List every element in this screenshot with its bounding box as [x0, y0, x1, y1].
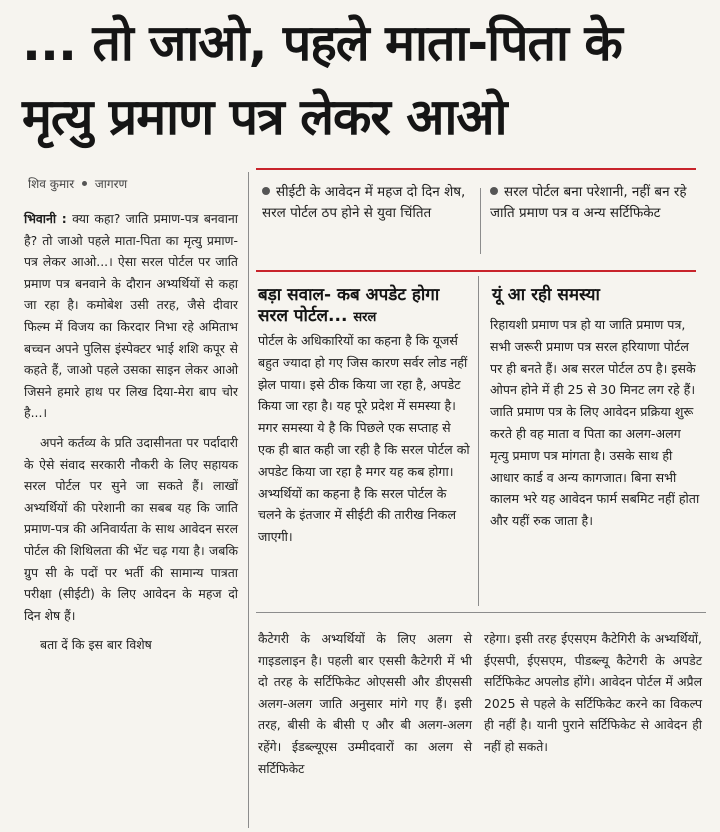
paragraph-2: अपने कर्तव्य के प्रति उदासीनता पर पर्दादारी के ऐसे संवाद सरकारी नौकरी के लिए सहायक सरल पोर्टल पर सुने जा सकते हैं। लाखों अभ्यर्थियों की परेशानी का सबब यह कि जाति प्रमाण-पत्र की अनिवार्यता के साथ आवेदन सरल पोर्टल की शिथिलता की भेंट चढ़ गया है। जबकि ग्रुप सी के पदों पर भर्ती की सामान्य पात्रता परीक्षा (सीईटी) के लिए आवेदन के महज दो दिन शेष हैं।: [24, 434, 238, 623]
author-name: शिव कुमार: [28, 177, 75, 191]
right-body: रिहायशी प्रमाण पत्र हो या जाति प्रमाण पत्र, सभी जरूरी प्रमाण पत्र सरल हरियाणा पोर्टल पर ही बनते हैं। अब सरल पोर्टल ठप है। इसके ओपन होने में ही 25 से 30 मिनट लग रहे हैं। जाति प्रमाण पत्र के लिए आवेदन प्रक्रिया शुरू करते ही वह माता व पिता का अलग-अलग मृत्यु प्रमाण पत्र मांगता है। उसके साथ ही आधार कार्ड व अन्य कागजात। बिना सभी कालम भरे यह आवेदन फार्म सबमिट नहीं होता और यहीं रुक जाता है।: [490, 317, 700, 529]
red-rule-top: [256, 168, 696, 170]
paragraph-1-text: क्या कहा? जाति प्रमाण-पत्र बनवाना है? तो जाओ पहले माता-पिता का मृत्यु प्रमाण-पत्र लेकर आओ...। ऐसा सरल पोर्टल पर जाति प्रमाण पत्र बनवाने के दौरान अभ्यर्थियों से कहा जा रहा है। कमोबेश उसी तरह, जैसे दीवार फिल्म में विजय का किरदार निभा रहे अमिताभ बच्चन अपने पुलिस इंस्पेक्टर भाई शशि कपूर से कहते हैं, जाओ पहले उसका साइन लेकर आओ जिसने हमारे हाथ पर लिख दिया-मेरा बाप चोर है...।: [24, 211, 238, 421]
middle-heading-text: बड़ा सवाल- कब अपडेट होगा सरल पोर्टल...: [258, 285, 440, 326]
section-rule-bottom: [256, 612, 706, 613]
source-name: जागरण: [94, 177, 128, 191]
red-rule-middle: [256, 270, 696, 272]
right-heading: यूं आ रही समस्या: [492, 285, 600, 305]
column-rule-left: [248, 172, 249, 828]
paragraph-3: बता दें कि इस बार विशेष: [40, 637, 152, 653]
paragraph-1: [24, 208, 238, 424]
bottom-column-1: कैटेगरी के अभ्यर्थियों के लिए अलग से गाइडलाइन है। पहली बार एससी कैटेगरी में भी दो तरह के सर्टिफिकेट ओएससी और डीएससी अलग-अलग जाति अनुसार मांगे गए हैं। इसी तरह, बीसी के बीसी ए और बी अलग-अलग रहेंगे। ईडब्ल्यूएस उम्मीदवारों का अलग से सर्टिफिकेट: [258, 631, 472, 776]
middle-heading: [258, 285, 470, 328]
byline: [28, 175, 127, 192]
bottom-column-2: रहेगा। इसी तरह ईएसएम कैटेगिरी के अभ्यर्थियों, ईएसपी, ईएसएम, पीडब्ल्यू कैटेगरी के अपडेट सर्टिफिकेट अपलोड होंगे। आवेदन पोर्टल में अप्रैल 2025 से पहले के सर्टिफिकेट करने का विकल्प ही नहीं है। यानी पुराने सर्टिफिकेट से आवेदन ही नहीं हो सकते।: [484, 631, 702, 754]
left-column: [24, 208, 238, 656]
highlight-box-left: [262, 182, 470, 223]
highlight-right-text: सरल पोर्टल बना परेशानी, नहीं बन रहे जाति प्रमाण पत्र व अन्य सर्टिफिकेट: [490, 184, 687, 221]
dateline: भिवानी :: [24, 211, 67, 226]
middle-body: पोर्टल के अधिकारियों का कहना है कि यूजर्स बहुत ज्यादा हो गए जिस कारण सर्वर लोड नहीं झेल पाया। इसे ठीक किया जा रहा है, अपडेट किया जा रहा है। यह पूरे प्रदेश में समस्या है। मगर समस्या ये है कि पिछले एक सप्ताह से एक ही बात कही जा रही है कि सरल पोर्टल को अपडेट किया जा रहा है मगर यह कब होगा। अभ्यर्थियों का कहना है कि सरल पोर्टल के चलने के इंतजार में सीईटी की तारीख निकल जाएगी।: [258, 333, 470, 545]
highlight-box-right: [490, 182, 700, 223]
highlight-left-text: सीईटी के आवेदन में महज दो दिन शेष, सरल पोर्टल ठप होने से युवा चिंतित: [262, 184, 466, 221]
box-divider: [480, 188, 481, 254]
headline-line-2: मृत्यु प्रमाण पत्र लेकर आओ: [22, 88, 507, 146]
bullet-icon: [490, 187, 498, 195]
headline-line-1: ... तो जाओ, पहले माता-पिता के: [22, 14, 622, 72]
column-rule-right: [478, 276, 479, 606]
bullet-icon: [262, 187, 270, 195]
middle-lead: सरल: [353, 310, 377, 325]
bullet-icon: [82, 181, 87, 186]
